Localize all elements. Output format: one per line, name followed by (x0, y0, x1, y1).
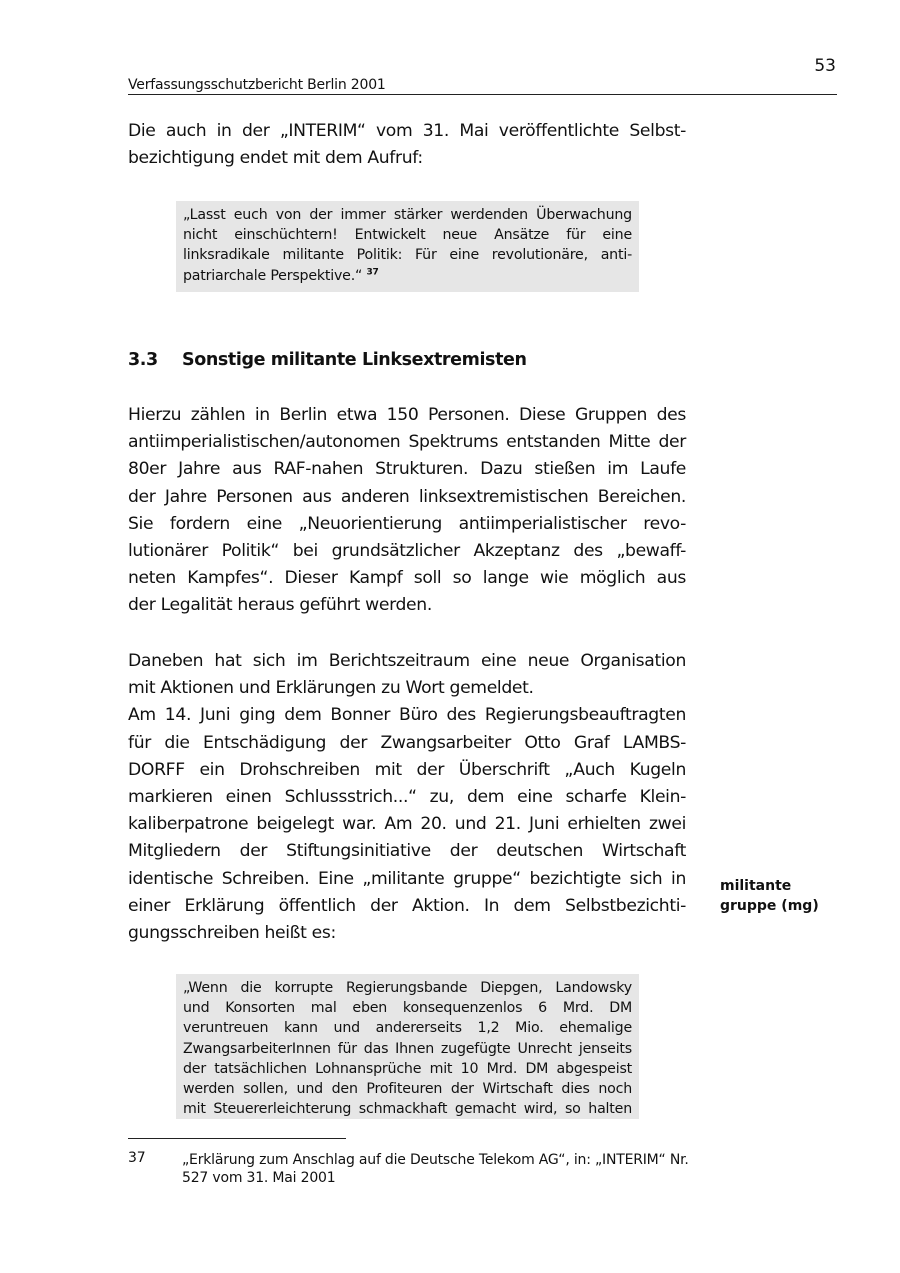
text-line: für die Entschädigung der Zwangsarbeiter Otto Graf LAMBS- (128, 732, 686, 753)
quote-line: mit Steuererleichterung schmackhaft gemacht wird, so halten (183, 1101, 632, 1118)
text-line: antiimperialistischen/autonomen Spektrums entstanden Mitte der (128, 432, 686, 453)
running-header-title: Verfassungsschutzbericht Berlin 2001 (128, 77, 386, 93)
quote-line: „Wenn die korrupte Regierungsbande Diepgen, Landowsky (183, 980, 632, 996)
text-line: der Legalität heraus geführt werden. (128, 595, 432, 616)
section-heading (128, 350, 527, 370)
text-line: Die auch in der „INTERIM“ vom 31. Mai veröffentlichte Selbst- (128, 121, 686, 141)
text-line: Hierzu zählen in Berlin etwa 150 Personen. Diese Gruppen des (128, 405, 686, 425)
text-line: der Jahre Personen aus anderen linksextremistischen Bereichen. (128, 486, 686, 507)
footnote-reference[interactable]: 37 (366, 266, 379, 277)
quote-line: veruntreuen kann und andererseits 1,2 Mio. ehemalige (183, 1020, 632, 1037)
quote-line: linksradikale militante Politik: Für eine revolutionäre, anti- (183, 247, 632, 264)
quote-line: ZwangsarbeiterInnen für das Ihnen zugefügte Unrecht jenseits (183, 1040, 632, 1057)
text-line: DORFF ein Drohschreiben mit der Überschrift „Auch Kugeln (128, 759, 686, 780)
text-line: 80er Jahre aus RAF-nahen Strukturen. Dazu stießen im Laufe (128, 459, 686, 480)
text-line: kaliberpatrone beigelegt war. Am 20. und 21. Juni erhielten zwei (128, 814, 686, 835)
text-line: Sie fordern eine „Neuorientierung antiimperialistischer revo- (128, 513, 686, 534)
quote-line-text: patriarchale Perspektive.“ (183, 267, 363, 284)
margin-note-line: militante (720, 878, 792, 894)
body-paragraph-1 (128, 402, 686, 620)
text-line: bezichtigung endet mit dem Aufruf: (128, 148, 423, 169)
body-paragraph-2 (128, 648, 686, 947)
text-line: mit Aktionen und Erklärungen zu Wort gemeldet. (128, 678, 534, 699)
quote-line: nicht einschüchtern! Entwickelt neue Ansätze für eine (183, 227, 632, 244)
quote-line: werden sollen, und den Profiteuren der Wirtschaft dies noch (183, 1081, 632, 1098)
quote-line-last (183, 266, 632, 286)
text-line: identische Schreiben. Eine „militante gruppe“ bezichtigte sich in (128, 868, 686, 889)
header-rule (128, 94, 837, 95)
text-line: Am 14. Juni ging dem Bonner Büro des Regierungsbeauftragten (128, 705, 686, 726)
margin-note (720, 876, 819, 916)
footnote-number: 37 (128, 1150, 146, 1166)
text-line: lutionärer Politik“ bei grundsätzlicher Akzeptanz des „bewaff- (128, 541, 686, 562)
section-number: 3.3 (128, 350, 158, 370)
quote-line: und Konsorten mal eben konsequenzenlos 6 Mrd. DM (183, 1000, 632, 1017)
text-line: einer Erklärung öffentlich der Aktion. In dem Selbstbezichti- (128, 895, 686, 916)
page-number: 53 (814, 56, 836, 76)
footnote-rule (128, 1138, 346, 1139)
footnote-text (182, 1151, 688, 1187)
quote-line: „Lasst euch von der immer stärker werdenden Überwachung (183, 207, 632, 223)
intro-paragraph (128, 118, 686, 172)
quote-line: der tatsächlichen Lohnansprüche mit 10 Mrd. DM abgespeist (183, 1060, 632, 1077)
footnote-line: 527 vom 31. Mai 2001 (182, 1170, 336, 1186)
margin-note-line: gruppe (mg) (720, 898, 819, 914)
block-quote-2 (176, 974, 639, 1119)
section-title: Sonstige militante Linksextremisten (182, 350, 527, 370)
text-line: markieren einen Schlussstrich...“ zu, dem eine scharfe Klein- (128, 787, 686, 808)
text-line: Mitgliedern der Stiftungsinitiative der deutschen Wirtschaft (128, 841, 686, 862)
text-line: neten Kampfes“. Dieser Kampf soll so lange wie möglich aus (128, 568, 686, 589)
text-line: gungsschreiben heißt es: (128, 923, 336, 944)
text-line: Daneben hat sich im Berichtszeitraum eine neue Organisation (128, 651, 686, 671)
footnote-line: „Erklärung zum Anschlag auf die Deutsche Telekom AG“, in: „INTERIM“ Nr. (182, 1152, 689, 1168)
block-quote-1 (176, 201, 639, 292)
